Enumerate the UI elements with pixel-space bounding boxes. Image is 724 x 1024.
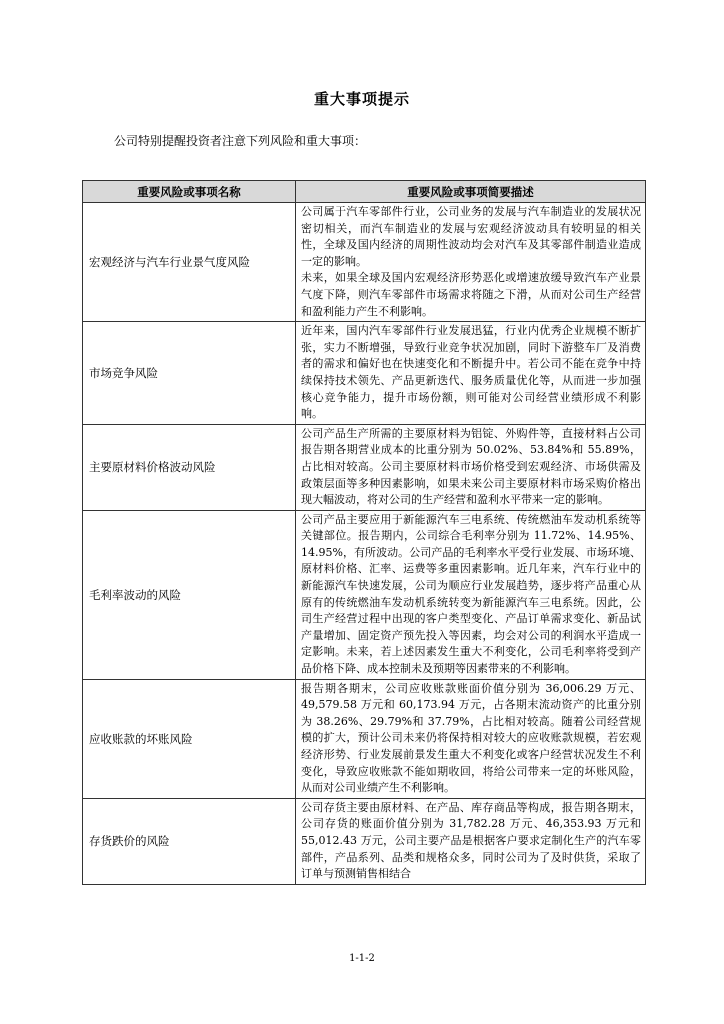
risk-description <box>296 322 646 425</box>
description-paragraph: 公司产品生产所需的主要原材料为铝锭、外购件等，直接材料占公司报告期各期营业成本的比重分别为 50.02%、53.84%和 55.89%，占比相对较高。公司主要原材料市场价格受到宏观经济、市场供需及政策层面等多种因素影响，如果未来公司主要原材料市场采购价格出现大幅波动，将对公司的生产经营和盈利水平带来一定的影响。 <box>301 426 641 507</box>
risk-description <box>296 424 646 510</box>
risk-description <box>296 798 646 884</box>
header-risk-description: 重要风险或事项简要描述 <box>296 181 646 203</box>
risk-description <box>296 510 646 679</box>
page-title: 重大事项提示 <box>313 90 410 108</box>
description-paragraph: 公司存货主要由原材料、在产品、库存商品等构成，报告期各期末，公司存货的账面价值分别为 31,782.28 万元、46,353.93 万元和 55,012.43 万元，公司主要产品是根据客户要求定制化生产的汽车零部件，产品系列、品类和规格众多，同时公司为了及时供货，采取了订单与预测销售相结合 <box>301 800 641 881</box>
table-row <box>83 510 646 679</box>
description-paragraph: 报告期各期末，公司应收账款账面价值分别为 36,006.29 万元、49,579.58 万元和 60,173.94 万元，占各期末流动资产的比重分别为 38.26%、29.79%和 37.79%，占比相对较高。随着公司经营规模的扩大，预计公司未来仍将保持相对较大的应收账款规模，若宏观经济形势、行业发展前景发生重大不利变化或客户经营状况发生不利变化，导致应收账款不能如期收回，将给公司带来一定的坏账风险，从而对公司业绩产生不利影响。 <box>301 681 641 795</box>
risk-description <box>296 679 646 798</box>
description-paragraph: 公司属于汽车零部件行业，公司业务的发展与汽车制造业的发展状况密切相关，而汽车制造业的发展与宏观经济波动具有较明显的相关性，全球及国内经济的周期性波动均会对汽车及其零部件制造业造成一定的影响。 <box>301 205 641 268</box>
page-number: 1-1-2 <box>349 953 375 964</box>
header-risk-name: 重要风险或事项名称 <box>83 181 296 203</box>
risk-name: 市场竞争风险 <box>83 322 296 425</box>
risk-table <box>82 180 646 885</box>
table-row <box>83 203 646 322</box>
risk-name: 宏观经济与汽车行业景气度风险 <box>83 203 296 322</box>
table-row <box>83 424 646 510</box>
table-row <box>83 798 646 884</box>
description-paragraph: 近年来，国内汽车零部件行业发展迅猛，行业内优秀企业规模不断扩张，实力不断增强，导致行业竞争状况加剧，同时下游整车厂及消费者的需求和偏好也在快速变化和不断提升中。若公司不能在竞争中持续保持技术领先、产品更新迭代、服务质量优化等，从而进一步加强核心竞争能力，提升市场份额，则可能对公司经营业绩形成不利影响。 <box>301 324 641 421</box>
table-header-row <box>83 181 646 203</box>
risk-name: 应收账款的坏账风险 <box>83 679 296 798</box>
table-row <box>83 679 646 798</box>
intro-text: 公司特别提醒投资者注意下列风险和重大事项： <box>114 134 367 148</box>
description-paragraph: 未来，如果全球及国内宏观经济形势恶化或增速放缓导致汽车产业景气度下降，则汽车零部件市场需求将随之下滑，从而对公司生产经营和盈利能力产生不利影响。 <box>301 271 641 318</box>
description-paragraph: 公司产品主要应用于新能源汽车三电系统、传统燃油车发动机系统等关键部位。报告期内，公司综合毛利率分别为 11.72%、14.95%、14.95%，有所波动。公司产品的毛利率水平受行业发展、市场环境、原材料价格、汇率、运费等多重因素影响。近几年来，汽车行业中的新能源汽车快速发展，公司为顺应行业发展趋势，逐步将产品重心从原有的传统燃油车发动机系统转变为新能源汽车三电系统。因此，公司生产经营过程中出现的客户类型变化、产品订单需求变化、新品试产量增加、固定资产预先投入等因素，均会对公司的利润水平造成一定影响。未来，若上述因素发生重大不利变化，公司毛利率将受到产品价格下降、成本控制未及预期等因素带来的不利影响。 <box>301 512 641 676</box>
risk-name: 毛利率波动的风险 <box>83 510 296 679</box>
risk-name: 存货跌价的风险 <box>83 798 296 884</box>
table-row <box>83 322 646 425</box>
risk-description <box>296 203 646 322</box>
risk-name: 主要原材料价格波动风险 <box>83 424 296 510</box>
